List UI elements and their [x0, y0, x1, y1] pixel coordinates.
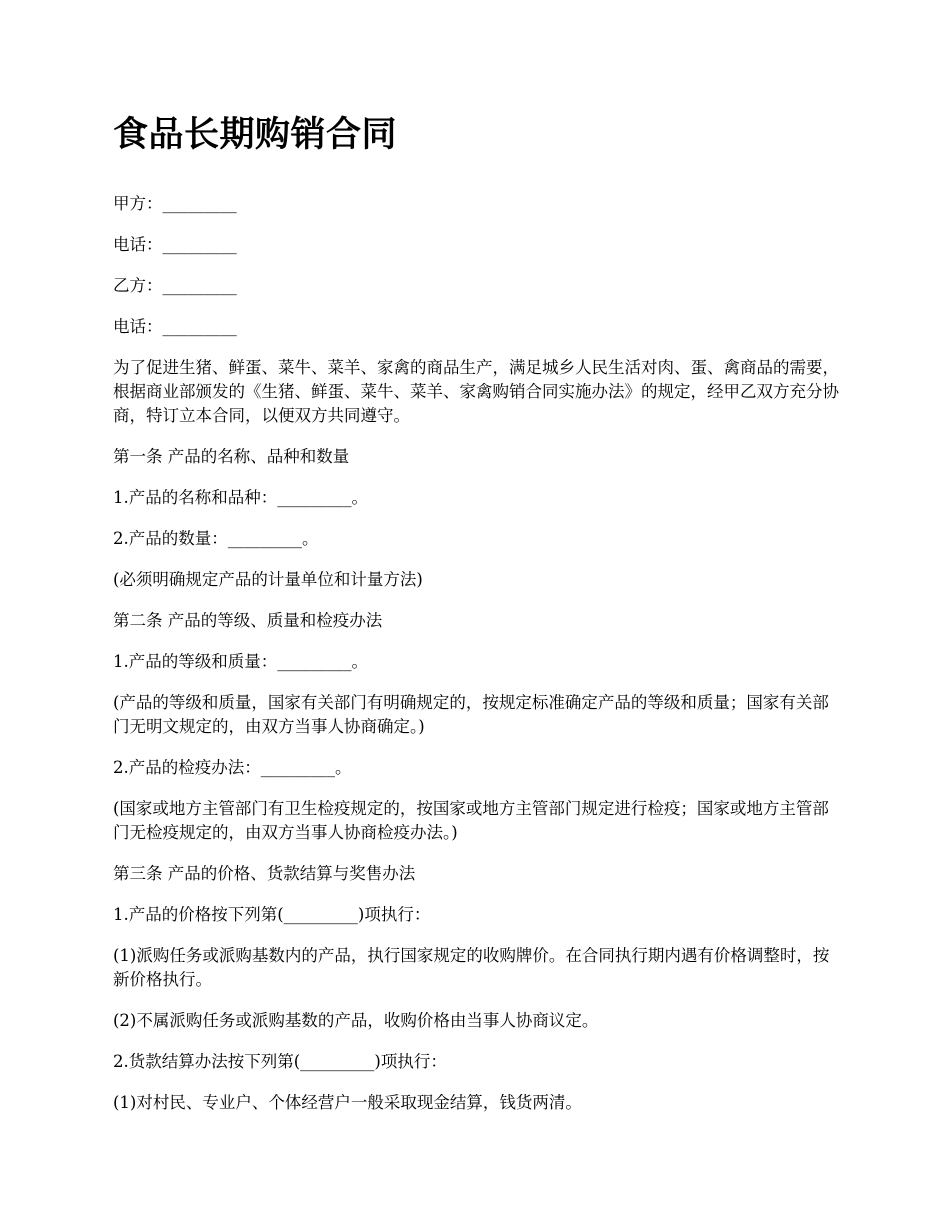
party-b-line: 乙方：_________	[113, 276, 237, 295]
article-1-item-1: 1.产品的名称和品种：_________。	[113, 488, 368, 507]
article-2-note-1: (产品的等级和质量，国家有关部门有明确规定的，按规定标准确定产品的等级和质量；国家有关部门无明文规定的，由双方当事人协商确定。)	[113, 693, 829, 736]
article-2-note-2: (国家或地方主管部门有卫生检疫规定的，按国家或地方主管部门规定进行检疫；国家或地方主管部门无检疫规定的，由双方当事人协商检疫办法。)	[113, 799, 829, 842]
article-2-item-1: 1.产品的等级和质量：_________。	[113, 652, 368, 671]
document-title: 食品长期购销合同	[113, 115, 398, 155]
article-1-item-2: 2.产品的数量：_________。	[113, 529, 319, 548]
article-3-item-1-option-2: (2)不属派购任务或派购基数的产品，收购价格由当事人协商议定。	[113, 1011, 599, 1030]
article-2-item-2: 2.产品的检疫办法：_________。	[113, 758, 352, 777]
party-b-phone-line: 电话：_________	[113, 317, 237, 336]
preamble-paragraph: 为了促进生猪、鲜蛋、菜牛、菜羊、家禽的商品生产，满足城乡人民生活对肉、蛋、禽商品的需要，根据商业部颁发的《生猪、鲜蛋、菜牛、菜羊、家禽购销合同实施办法》的规定，经甲乙双方充分协商，特订立本合同，以便双方共同遵守。	[113, 358, 839, 425]
party-a-phone-line: 电话：_________	[113, 235, 237, 254]
party-a-line: 甲方：_________	[113, 194, 237, 213]
article-3-heading: 第三条 产品的价格、货款结算与奖售办法	[113, 864, 416, 883]
article-2-heading: 第二条 产品的等级、质量和检疫办法	[113, 611, 383, 630]
article-3-item-1-option-1: (1)派购任务或派购基数内的产品，执行国家规定的收购牌价。在合同执行期内遇有价格调整时，按新价格执行。	[113, 946, 830, 989]
article-3-item-2: 2.货款结算办法按下列第(_________)项执行：	[113, 1052, 447, 1071]
article-3-item-2-option-1: (1)对村民、专业户、个体经营户一般采取现金结算，钱货两清。	[113, 1093, 582, 1112]
article-3-item-1: 1.产品的价格按下列第(_________)项执行：	[113, 905, 431, 924]
document-body	[113, 112, 841, 1132]
article-1-heading: 第一条 产品的名称、品种和数量	[113, 447, 350, 466]
article-1-note: (必须明确规定产品的计量单位和计量方法)	[113, 570, 423, 589]
